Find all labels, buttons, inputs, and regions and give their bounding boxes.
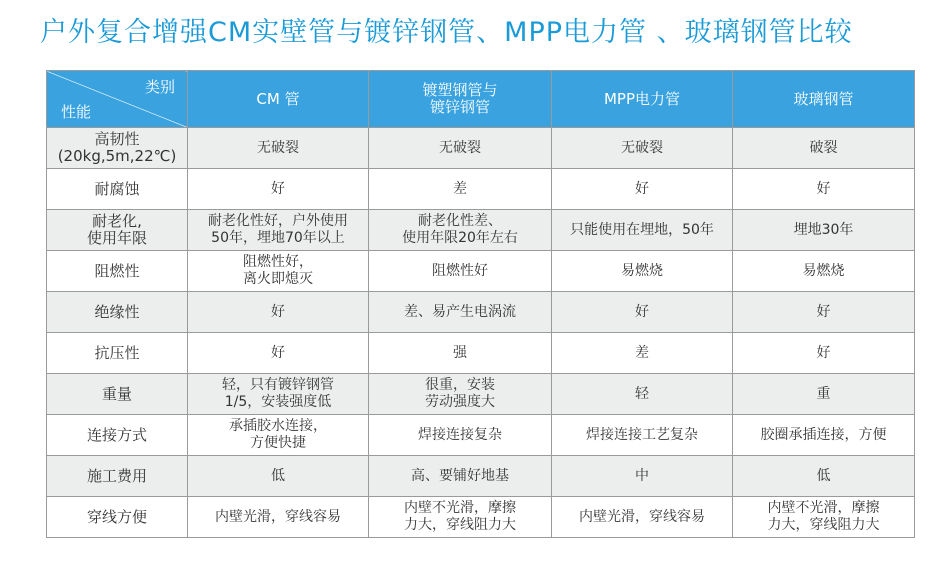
table-cell: 强 (369, 333, 552, 374)
table-cell: 低 (733, 456, 915, 497)
table-cell: 好 (552, 169, 733, 210)
column-header-fiberglass: 玻璃钢管 (733, 71, 915, 128)
table-cell: 内壁不光滑，摩擦 力大，穿线阻力大 (733, 497, 915, 538)
table-cell: 破裂 (733, 128, 915, 169)
property-cell: 阻燃性 (47, 251, 188, 292)
table-cell: 无破裂 (552, 128, 733, 169)
corner-header-cell (47, 71, 188, 128)
table-row (47, 251, 915, 292)
table-cell: 高、要铺好地基 (369, 456, 552, 497)
table-cell: 易燃烧 (552, 251, 733, 292)
property-label: 性能 (61, 103, 92, 121)
table-row (47, 374, 915, 415)
property-cell: 重量 (47, 374, 188, 415)
table-cell: 差、易产生电涡流 (369, 292, 552, 333)
table-cell: 轻，只有镀锌钢管 1/5，安装强度低 (188, 374, 369, 415)
table-cell: 内壁光滑，穿线容易 (552, 497, 733, 538)
table-cell: 轻 (552, 374, 733, 415)
property-cell: 高韧性 (20kg,5m,22℃) (47, 128, 188, 169)
table-cell: 阻燃性好， 离火即熄灭 (188, 251, 369, 292)
table-cell: 易燃烧 (733, 251, 915, 292)
table-header-row (47, 71, 915, 128)
table-cell: 内壁光滑，穿线容易 (188, 497, 369, 538)
table-cell: 差 (552, 333, 733, 374)
table-cell: 胶圈承插连接，方便 (733, 415, 915, 456)
property-cell: 耐老化, 使用年限 (47, 210, 188, 251)
table-row (47, 415, 915, 456)
table-row (47, 128, 915, 169)
page-title: 户外复合增强CM实壁管与镀锌钢管、MPP电力管 、玻璃钢管比较 (40, 17, 853, 48)
property-cell: 施工费用 (47, 456, 188, 497)
table-cell: 好 (733, 169, 915, 210)
property-cell: 穿线方便 (47, 497, 188, 538)
table-cell: 无破裂 (369, 128, 552, 169)
property-cell: 绝缘性 (47, 292, 188, 333)
category-label: 类别 (144, 78, 175, 96)
table-cell: 中 (552, 456, 733, 497)
table-cell: 好 (188, 333, 369, 374)
table-cell: 耐老化性好，户外使用 50年，埋地70年以上 (188, 210, 369, 251)
table-row (47, 456, 915, 497)
table-row (47, 497, 915, 538)
table-cell: 低 (188, 456, 369, 497)
table-row (47, 333, 915, 374)
table-cell: 重 (733, 374, 915, 415)
property-cell: 连接方式 (47, 415, 188, 456)
comparison-table (46, 70, 915, 538)
table-cell: 承插胶水连接， 方便快捷 (188, 415, 369, 456)
table-cell: 很重，安装 劳动强度大 (369, 374, 552, 415)
property-cell: 耐腐蚀 (47, 169, 188, 210)
table-cell: 好 (733, 333, 915, 374)
table-cell: 内壁不光滑，摩擦 力大，穿线阻力大 (369, 497, 552, 538)
column-header-cm: CM 管 (188, 71, 369, 128)
table-cell: 好 (733, 292, 915, 333)
table-body (47, 128, 915, 538)
table-row (47, 169, 915, 210)
table-cell: 耐老化性差、 使用年限20年左右 (369, 210, 552, 251)
table-cell: 好 (552, 292, 733, 333)
comparison-table-container (46, 70, 915, 538)
table-cell: 好 (188, 292, 369, 333)
table-row (47, 210, 915, 251)
table-cell: 阻燃性好 (369, 251, 552, 292)
table-cell: 无破裂 (188, 128, 369, 169)
column-header-galvanized: 镀塑钢管与 镀锌钢管 (369, 71, 552, 128)
table-cell: 埋地30年 (733, 210, 915, 251)
table-cell: 差 (369, 169, 552, 210)
table-cell: 好 (188, 169, 369, 210)
table-cell: 焊接连接工艺复杂 (552, 415, 733, 456)
table-cell: 只能使用在埋地，50年 (552, 210, 733, 251)
property-cell: 抗压性 (47, 333, 188, 374)
column-header-mpp: MPP电力管 (552, 71, 733, 128)
table-cell: 焊接连接复杂 (369, 415, 552, 456)
table-row (47, 292, 915, 333)
